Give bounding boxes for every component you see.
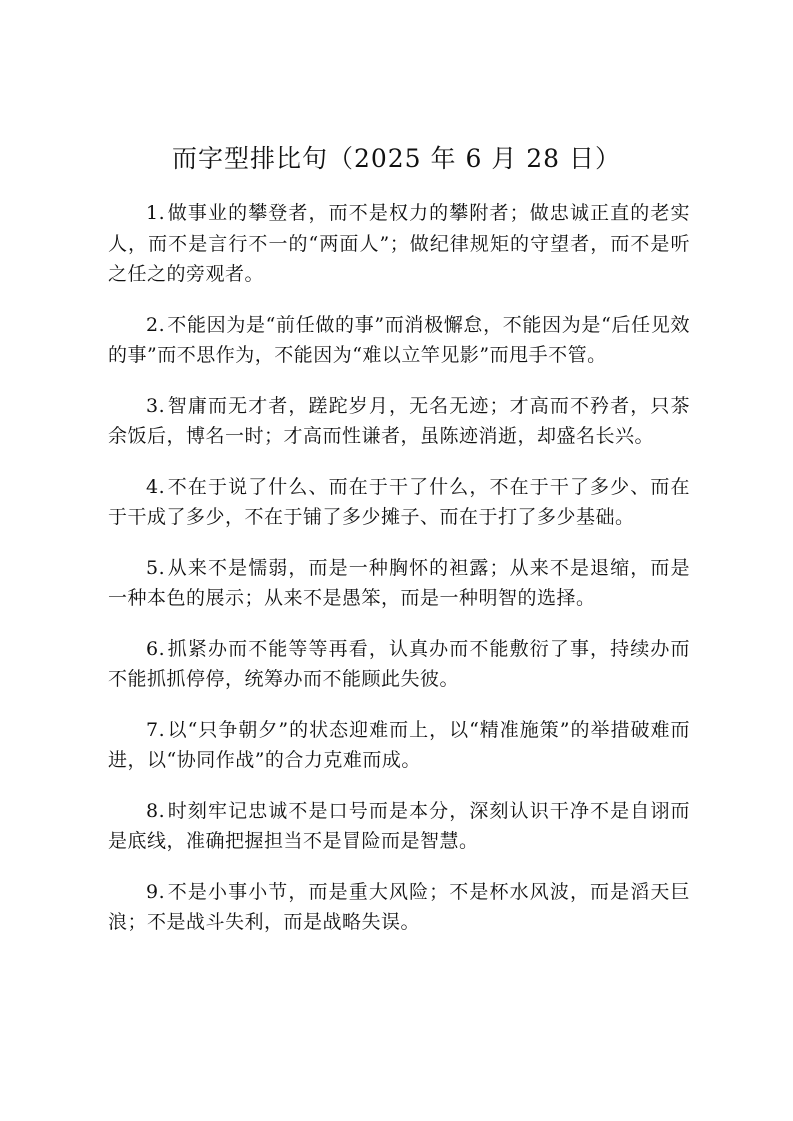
list-item	[108, 877, 690, 938]
item-number: 3.	[146, 394, 166, 417]
list-item	[108, 198, 690, 290]
document-title: 而字型排比句（2025 年 6 月 28 日）	[171, 144, 622, 173]
list-item	[108, 472, 690, 533]
item-number: 4.	[146, 475, 166, 498]
item-text: 抓紧办而不能等等再看，认真办而不能敷衍了事，持续办而不能抓抓停停，统筹办而不能顾此失彼。	[108, 637, 690, 690]
paragraph-list	[108, 198, 690, 958]
list-item	[108, 391, 690, 452]
item-number: 1.	[146, 202, 166, 224]
item-number: 7.	[146, 718, 166, 741]
item-number: 8.	[146, 799, 166, 822]
item-text: 以“只争朝夕”的状态迎难而上，以“精准施策”的举措破难而进，以“协同作战”的合力克难而成。	[108, 718, 690, 771]
item-number: 5.	[146, 556, 166, 579]
item-text: 不能因为是“前任做的事”而消极懈怠，不能因为是“后任见效的事”而不思作为，不能因为“难以立竿见影”而甩手不管。	[108, 313, 690, 366]
item-number: 6.	[146, 637, 166, 660]
item-number: 9.	[146, 880, 166, 903]
list-item	[108, 634, 690, 695]
item-number: 2.	[146, 313, 166, 336]
item-text: 从来不是懦弱，而是一种胸怀的袒露；从来不是退缩，而是一种本色的展示；从来不是愚笨，而是一种明智的选择。	[108, 556, 690, 609]
list-item	[108, 715, 690, 776]
item-text: 时刻牢记忠诚不是口号而是本分，深刻认识干净不是自诩而是底线，准确把握担当不是冒险而是智慧。	[108, 799, 690, 852]
item-text: 不在于说了什么、而在于干了什么，不在于干了多少、而在于干成了多少，不在于铺了多少摊子、而在于打了多少基础。	[108, 475, 690, 528]
list-item	[108, 796, 690, 857]
item-text: 不是小事小节，而是重大风险；不是杯水风波，而是滔天巨浪；不是战斗失利，而是战略失误。	[108, 880, 690, 933]
item-text: 做事业的攀登者，而不是权力的攀附者；做忠诚正直的老实人，而不是言行不一的“两面人”；做纪律规矩的守望者，而不是听之任之的旁观者。	[108, 202, 690, 285]
list-item	[108, 310, 690, 371]
item-text: 智庸而无才者，蹉跎岁月，无名无迹；才高而不矜者，只茶余饭后，博名一时；才高而性谦者，虽陈迹消逝，却盛名长兴。	[108, 394, 690, 447]
list-item	[108, 553, 690, 614]
